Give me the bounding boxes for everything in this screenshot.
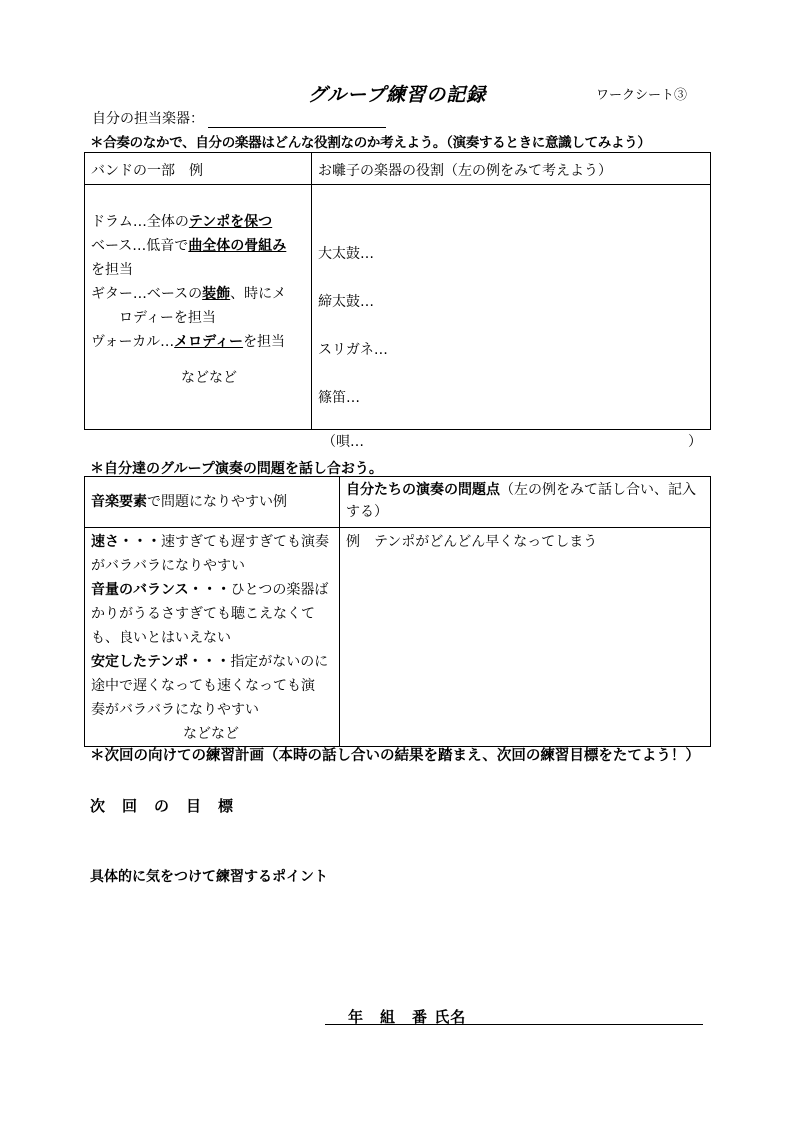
ohayashi-item: 締太鼓… xyxy=(318,294,374,310)
instrument-line xyxy=(92,108,386,128)
band-etc: などなど xyxy=(181,370,237,386)
section3-heading: ＊次回の向けての練習計画（本時の話し合いの結果を踏まえ、次回の練習目標をたてよう！） xyxy=(90,748,700,764)
role-left-header: バンドの一部 例 xyxy=(85,153,312,185)
role-left-body xyxy=(85,185,312,430)
ohayashi-item: スリガネ… xyxy=(318,342,388,358)
instrument-blank[interactable] xyxy=(208,113,386,128)
problem-line: も、良いとはいえない xyxy=(91,630,231,646)
signature-label: 年 組 番 氏名 xyxy=(348,1008,467,1026)
ohayashi-item: 大太鼓… xyxy=(318,246,374,262)
band-line: ベース…低音で曲全体の骨組み xyxy=(91,238,287,254)
problem-line: かりがうるさすぎても聴こえなくて xyxy=(91,606,315,622)
problem-etc: などなど xyxy=(183,726,239,742)
goal-label: 次 回 の 目 標 xyxy=(90,797,235,815)
points-area[interactable] xyxy=(90,890,710,990)
worksheet-label: ワークシート③ xyxy=(596,88,688,103)
section2-heading: ＊自分達のグループ演奏の問題を話し合おう。 xyxy=(90,461,383,477)
problem-line: 速さ・・・速すぎても遅すぎても演奏 xyxy=(91,534,329,550)
band-line: ロディーを担当 xyxy=(91,310,216,326)
problem-line: 途中で遅くなっても速くなっても演 xyxy=(91,678,315,694)
problem-table xyxy=(84,476,711,747)
problem-left-header: 音楽要素で問題になりやすい例 xyxy=(85,477,340,528)
ohayashi-item-close: ） xyxy=(688,434,702,450)
problem-right-header: 自分たちの演奏の問題点（左の例をみて話し合い、記入する） xyxy=(340,477,711,528)
problem-line: がバラバラになりやすい xyxy=(91,558,245,574)
section1-heading: ＊合奏のなかで、自分の楽器はどんな役割なのか考えよう。（演奏するときに意識してみよう） xyxy=(90,135,651,151)
band-line: ギター…ベースの装飾、時にメ xyxy=(91,286,287,302)
problem-example: 例 テンポがどんどん早くなってしまう xyxy=(346,534,598,550)
ohayashi-item-last: （唄… xyxy=(322,434,364,450)
instrument-label: 自分の担当楽器： xyxy=(92,111,204,127)
band-line: ドラム…全体のテンポを保つ xyxy=(91,214,273,230)
problem-line: 安定したテンポ・・・指定がないのに xyxy=(91,654,329,670)
problem-right-body[interactable] xyxy=(340,528,711,747)
band-line: を担当 xyxy=(91,262,133,278)
goal-area[interactable] xyxy=(90,820,710,860)
page-title: グループ練習の記録 xyxy=(307,84,487,106)
problem-line: 奏がバラバラになりやすい xyxy=(91,702,259,718)
signature-line[interactable] xyxy=(325,1024,703,1025)
ohayashi-item: 篠笛… xyxy=(318,390,360,406)
problem-left-body xyxy=(85,528,340,747)
band-line: ヴォーカル…メロディーを担当 xyxy=(91,334,286,350)
role-right-header: お囃子の楽器の役割（左の例をみて考えよう） xyxy=(312,153,711,185)
role-right-body[interactable] xyxy=(312,185,711,450)
problem-line: 音量のバランス・・・ひとつの楽器ば xyxy=(91,582,329,598)
role-table xyxy=(84,152,711,450)
points-label: 具体的に気をつけて練習するポイント xyxy=(90,869,328,885)
